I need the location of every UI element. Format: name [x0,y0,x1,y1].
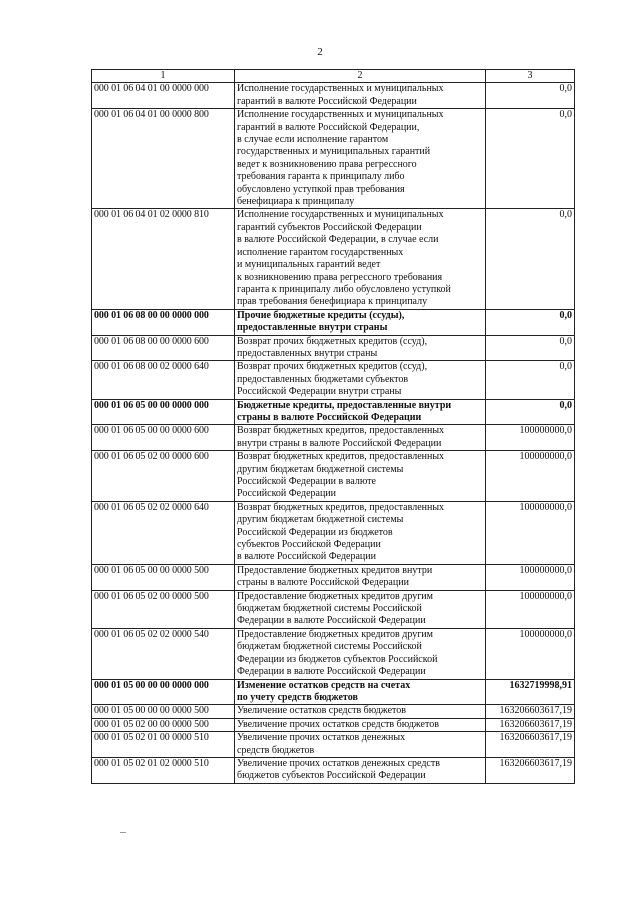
budget-code-cell: 000 01 05 00 00 00 0000 500 [92,705,235,718]
item-name-cell: Увеличение прочих остатков денежных средств бюджетов [235,732,486,758]
table-row [92,399,575,425]
table-row [92,628,575,679]
amount-cell: 0,0 [486,209,575,309]
item-name-cell: Изменение остатков средств на счетах по учету средств бюджетов [235,679,486,705]
table-row [92,209,575,309]
budget-code-cell: 000 01 06 05 00 00 0000 000 [92,399,235,425]
item-name-cell: Увеличение остатков средств бюджетов [235,705,486,718]
amount-cell: 163206603617,19 [486,718,575,731]
budget-code-cell: 000 01 06 05 00 00 0000 600 [92,425,235,451]
amount-cell: 163206603617,19 [486,705,575,718]
amount-cell: 0,0 [486,335,575,361]
budget-sources-table [91,69,575,784]
table-row [92,501,575,564]
scan-mark [120,832,126,833]
amount-cell: 0,0 [486,83,575,109]
page-number: 2 [317,46,323,58]
table-row [92,590,575,628]
column-header-code: 1 [92,70,235,83]
amount-cell: 100000000,0 [486,590,575,628]
amount-cell: 0,0 [486,399,575,425]
budget-code-cell: 000 01 06 08 00 02 0000 640 [92,361,235,399]
budget-code-cell: 000 01 06 04 01 02 0000 810 [92,209,235,309]
table-row [92,309,575,335]
table-row [92,361,575,399]
table-row [92,757,575,783]
budget-code-cell: 000 01 06 05 02 00 0000 500 [92,590,235,628]
amount-cell: 163206603617,19 [486,757,575,783]
table-header-row [92,70,575,83]
budget-code-cell: 000 01 06 05 00 00 0000 500 [92,564,235,590]
budget-code-cell: 000 01 05 02 00 00 0000 500 [92,718,235,731]
table-row [92,451,575,502]
amount-cell: 1632719998,91 [486,679,575,705]
amount-cell: 163206603617,19 [486,732,575,758]
amount-cell: 0,0 [486,109,575,209]
budget-code-cell: 000 01 06 05 02 02 0000 540 [92,628,235,679]
item-name-cell: Исполнение государственных и муниципальных гарантий в валюте Российской Федерации, в случае если исполнение гарантом государственных и муниципальных гарантий ведет к возникновению права регрессного требования гаранта к принципалу либо обусловлено уступкой прав требования бенефициара к принципалу [235,109,486,209]
item-name-cell: Возврат прочих бюджетных кредитов (ссуд), предоставленных внутри страны [235,335,486,361]
item-name-cell: Прочие бюджетные кредиты (ссуды), предоставленные внутри страны [235,309,486,335]
item-name-cell: Возврат прочих бюджетных кредитов (ссуд), предоставленных бюджетами субъектов Российской Федерации внутри страны [235,361,486,399]
table-row [92,425,575,451]
item-name-cell: Возврат бюджетных кредитов, предоставленных другим бюджетам бюджетной системы Российской Федерации из бюджетов субъектов Российской Федерации в валюте Российской Федерации [235,501,486,564]
item-name-cell: Возврат бюджетных кредитов, предоставленных внутри страны в валюте Российской Федерации [235,425,486,451]
item-name-cell: Бюджетные кредиты, предоставленные внутри страны в валюте Российской Федерации [235,399,486,425]
item-name-cell: Увеличение прочих остатков денежных средств бюджетов субъектов Российской Федерации [235,757,486,783]
amount-cell: 0,0 [486,309,575,335]
item-name-cell: Предоставление бюджетных кредитов другим бюджетам бюджетной системы Российской Федерации из бюджетов субъектов Российской Федерации в валюте Российской Федерации [235,628,486,679]
budget-code-cell: 000 01 05 02 01 02 0000 510 [92,757,235,783]
budget-code-cell: 000 01 06 08 00 00 0000 000 [92,309,235,335]
budget-code-cell: 000 01 05 00 00 00 0000 000 [92,679,235,705]
budget-code-cell: 000 01 06 05 02 00 0000 600 [92,451,235,502]
item-name-cell: Предоставление бюджетных кредитов другим бюджетам бюджетной системы Российской Федерации в валюте Российской Федерации [235,590,486,628]
item-name-cell: Увеличение прочих остатков средств бюджетов [235,718,486,731]
budget-code-cell: 000 01 06 08 00 00 0000 600 [92,335,235,361]
amount-cell: 100000000,0 [486,564,575,590]
table-row [92,109,575,209]
amount-cell: 0,0 [486,361,575,399]
budget-code-cell: 000 01 05 02 01 00 0000 510 [92,732,235,758]
table-row [92,705,575,718]
column-header-amount: 3 [486,70,575,83]
amount-cell: 100000000,0 [486,425,575,451]
item-name-cell: Исполнение государственных и муниципальных гарантий в валюте Российской Федерации [235,83,486,109]
item-name-cell: Возврат бюджетных кредитов, предоставленных другим бюджетам бюджетной системы Российской Федерации в валюте Российской Федерации [235,451,486,502]
table-row [92,718,575,731]
budget-code-cell: 000 01 06 04 01 00 0000 000 [92,83,235,109]
table-row [92,335,575,361]
budget-code-cell: 000 01 06 04 01 00 0000 800 [92,109,235,209]
item-name-cell: Исполнение государственных и муниципальных гарантий субъектов Российской Федерации в валюте Российской Федерации, в случае если исполнение гарантом государственных и муниципальных гарантий ведет к возникновению права регрессного требования гаранта к принципалу либо обусловлено уступкой прав требования бенефициара к принципалу [235,209,486,309]
column-header-name: 2 [235,70,486,83]
budget-code-cell: 000 01 06 05 02 02 0000 640 [92,501,235,564]
amount-cell: 100000000,0 [486,451,575,502]
amount-cell: 100000000,0 [486,501,575,564]
amount-cell: 100000000,0 [486,628,575,679]
table-row [92,83,575,109]
table-row [92,679,575,705]
item-name-cell: Предоставление бюджетных кредитов внутри страны в валюте Российской Федерации [235,564,486,590]
table-row [92,564,575,590]
table-row [92,732,575,758]
